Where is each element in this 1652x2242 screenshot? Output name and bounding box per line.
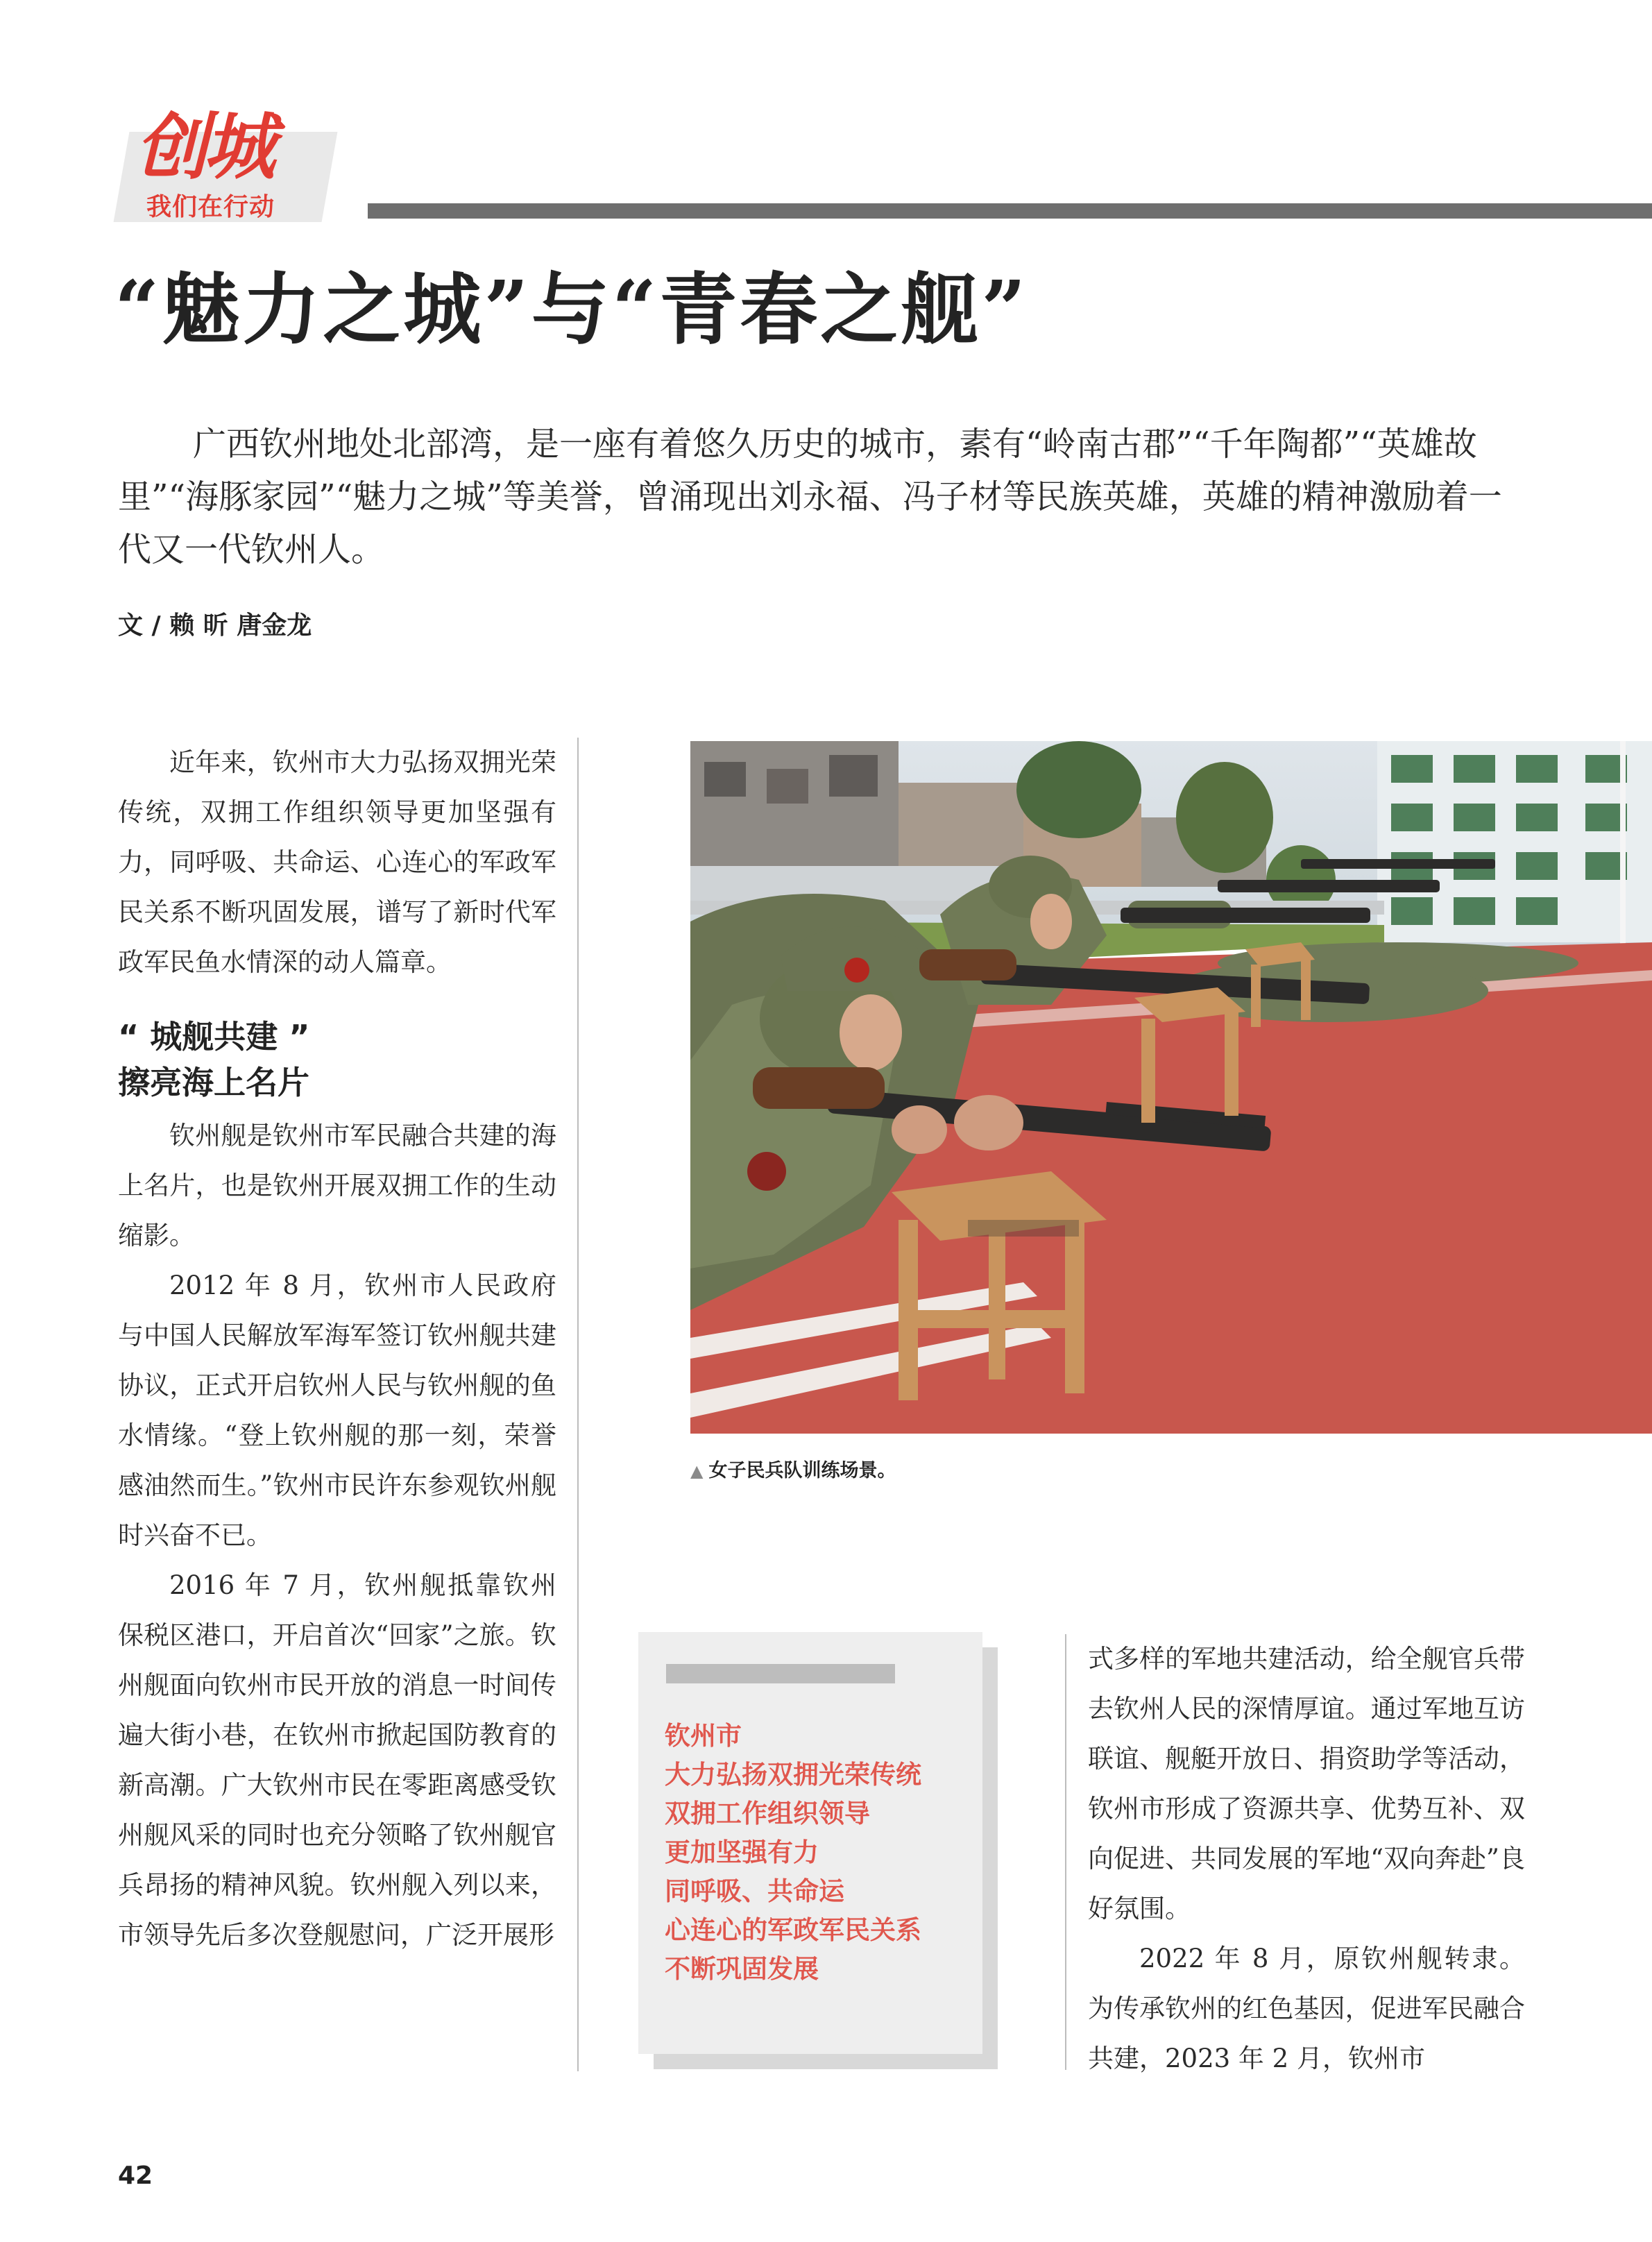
caption-text: 女子民兵队训练场景。 (708, 1460, 896, 1481)
column-divider (1065, 1634, 1066, 2070)
pull-quote-line: 心连心的军政军民关系 (665, 1915, 921, 1945)
body-paragraph: 2012 年 8 月，钦州市人民政府与中国人民解放军海军签订钦州舰共建协议，正式开启钦州人民与钦州舰的鱼水情缘。“登上钦州舰的那一刻，荣誉感油然而生。”钦州市民许东参观钦州舰时兴奋不已。 (118, 1271, 556, 1550)
subheading-line-1: “ 城舰共建 ” (118, 1018, 310, 1055)
subheading-line-2: 擦亮海上名片 (118, 1064, 309, 1101)
page-number: 42 (118, 2162, 153, 2190)
right-column (1088, 1634, 1525, 2084)
militia-training-photo (690, 741, 1652, 1434)
pull-quote (638, 1632, 999, 2076)
pull-quote-line: 大力弘扬双拥光荣传统 (665, 1760, 921, 1790)
byline: 文 / 赖 昕 唐金龙 (118, 611, 312, 640)
body-paragraph: 式多样的军地共建活动，给全舰官兵带去钦州人民的深情厚谊。通过军地互访联谊、舰艇开放日、捐资助学等活动，钦州市形成了资源共享、优势互补、双向促进、共同发展的军地“双向奔赴”良好氛围。 (1088, 1644, 1525, 1923)
body-paragraph: 2022 年 8 月，原钦州舰转隶。为传承钦州的红色基因，促进军民融合共建，2023 年 2 月，钦州市 (1088, 1944, 1525, 2073)
lead-paragraph: 近年来，钦州市大力弘扬双拥光荣传统，双拥工作组织领导更加坚强有力，同呼吸、共命运、心连心的军政军民关系不断巩固发展，谱写了新时代军政军民鱼水情深的动人篇章。 (118, 747, 556, 977)
pull-quote-line: 双拥工作组织领导 (665, 1799, 870, 1828)
caption-triangle-icon: ▲ (690, 1461, 704, 1481)
article-intro: 广西钦州地处北部湾，是一座有着悠久历史的城市，素有“岭南古郡”“千年陶都”“英雄故里”“海豚家园”“魅力之城”等美誉，曾涌现出刘永福、冯子材等民族英雄，英雄的精神激励着一代又一代钦州人。 (118, 425, 1502, 569)
section-subtitle: 我们在行动 (146, 193, 275, 221)
body-paragraph: 2016 年 7 月，钦州舰抵靠钦州保税区港口，开启首次“回家”之旅。钦州舰面向钦州市民开放的消息一时间传遍大街小巷，在钦州市掀起国防教育的新高潮。广大钦州市民在零距离感受钦州舰风采的同时也充分领略了钦州舰官兵昂扬的精神风貌。钦州舰入列以来，市领导先后多次登舰慰问，广泛开展形 (118, 1570, 556, 1950)
pull-quote-bar (666, 1664, 895, 1683)
left-column (118, 738, 556, 1960)
section-title: 创城 (135, 105, 272, 189)
pull-quote-line: 不断巩固发展 (665, 1954, 819, 1984)
pull-quote-box (638, 1632, 982, 2054)
photo-caption (690, 1455, 896, 1482)
article-title: “魅力之城”与“青春之舰” (114, 264, 1029, 355)
pull-quote-line: 更加坚强有力 (665, 1837, 819, 1867)
body-paragraph: 钦州舰是钦州市军民融合共建的海上名片，也是钦州开展双拥工作的生动缩影。 (118, 1121, 556, 1250)
header-rule (368, 203, 1652, 219)
pull-quote-line: 同呼吸、共命运 (665, 1876, 844, 1906)
column-divider (577, 738, 579, 2071)
section-logo (114, 104, 330, 232)
pull-quote-line: 钦州市 (665, 1721, 742, 1751)
pull-quote-lines (665, 1717, 977, 1989)
